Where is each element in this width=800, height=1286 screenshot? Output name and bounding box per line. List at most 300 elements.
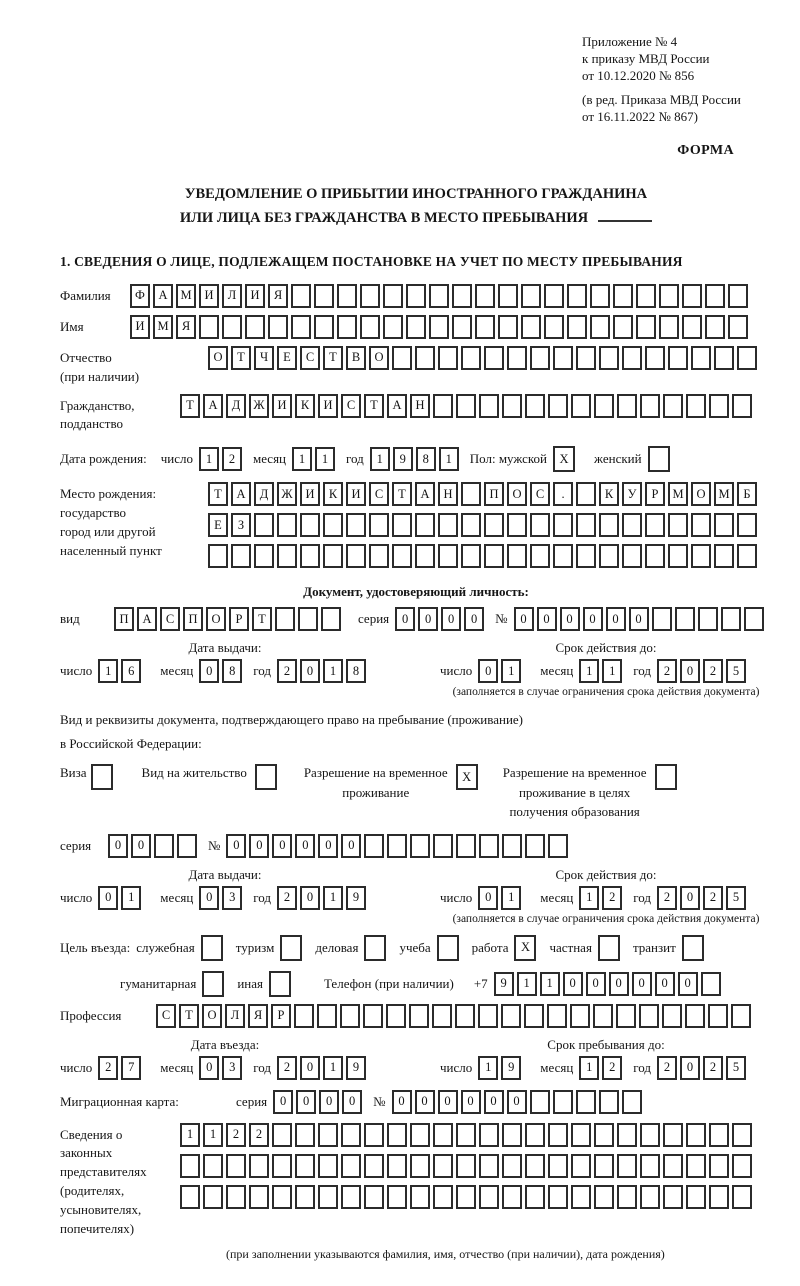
doc-valid-month-input[interactable] (579, 659, 625, 683)
cell[interactable]: 2 (703, 886, 723, 910)
cell[interactable]: 0 (300, 1056, 320, 1080)
cell[interactable] (340, 1004, 360, 1028)
doc-issue-year-input[interactable] (277, 659, 369, 683)
cell[interactable] (478, 1004, 498, 1028)
cell[interactable] (479, 834, 499, 858)
cell[interactable]: 2 (703, 1056, 723, 1080)
citizenship-input[interactable] (180, 394, 755, 418)
cell[interactable]: З (231, 513, 251, 537)
cell[interactable] (655, 764, 677, 790)
cell[interactable] (249, 1154, 269, 1178)
cell[interactable] (616, 1004, 636, 1028)
cell[interactable] (640, 394, 660, 418)
cell[interactable]: 0 (108, 834, 128, 858)
cell[interactable] (479, 394, 499, 418)
cell[interactable] (571, 1154, 591, 1178)
doc-valid-day-input[interactable] (478, 659, 524, 683)
cell[interactable] (639, 1004, 659, 1028)
cell[interactable] (410, 1154, 430, 1178)
purpose-private-checkbox[interactable] (598, 935, 623, 961)
cell[interactable] (525, 834, 545, 858)
cell[interactable] (415, 346, 435, 370)
cell[interactable] (599, 544, 619, 568)
cell[interactable]: М (668, 482, 688, 506)
cell[interactable]: А (203, 394, 223, 418)
cell[interactable]: 9 (494, 972, 514, 996)
cell[interactable] (737, 513, 757, 537)
cell[interactable] (272, 1154, 292, 1178)
doc-issue-day-input[interactable] (98, 659, 144, 683)
cell[interactable]: 0 (464, 607, 484, 631)
cell[interactable] (576, 346, 596, 370)
cell[interactable]: 1 (121, 886, 141, 910)
cell[interactable] (645, 544, 665, 568)
cell[interactable] (323, 513, 343, 537)
cell[interactable] (571, 394, 591, 418)
cell[interactable] (613, 284, 633, 308)
cell[interactable] (433, 1123, 453, 1147)
cell[interactable]: О (206, 607, 226, 631)
cell[interactable]: А (415, 482, 435, 506)
cell[interactable]: Т (180, 394, 200, 418)
cell[interactable] (663, 394, 683, 418)
cell[interactable]: Е (277, 346, 297, 370)
cell[interactable]: 1 (579, 659, 599, 683)
cell[interactable] (300, 544, 320, 568)
cell[interactable]: 2 (249, 1123, 269, 1147)
cell[interactable] (594, 1123, 614, 1147)
cell[interactable]: X (514, 935, 536, 961)
cell[interactable]: 5 (726, 1056, 746, 1080)
cell[interactable] (686, 1185, 706, 1209)
cell[interactable] (708, 1004, 728, 1028)
cell[interactable] (662, 1004, 682, 1028)
surname-input[interactable] (130, 284, 751, 308)
cell[interactable] (709, 1154, 729, 1178)
cell[interactable] (567, 315, 587, 339)
cell[interactable] (507, 346, 527, 370)
cell[interactable] (686, 394, 706, 418)
purpose-work-checkbox[interactable] (514, 935, 539, 961)
cell[interactable]: С (160, 607, 180, 631)
cell[interactable] (663, 1154, 683, 1178)
cell[interactable] (323, 544, 343, 568)
cell[interactable] (154, 834, 174, 858)
cell[interactable] (255, 764, 277, 790)
cell[interactable]: 0 (560, 607, 580, 631)
cell[interactable]: Р (645, 482, 665, 506)
cell[interactable] (617, 1123, 637, 1147)
cell[interactable] (456, 1185, 476, 1209)
cell[interactable] (300, 513, 320, 537)
cell[interactable] (732, 394, 752, 418)
cell[interactable]: 1 (501, 659, 521, 683)
cell[interactable] (461, 346, 481, 370)
cell[interactable] (360, 315, 380, 339)
doc-valid-year-input[interactable] (657, 659, 749, 683)
cell[interactable] (525, 1123, 545, 1147)
permit-issue-month-input[interactable] (199, 886, 245, 910)
cell[interactable] (386, 1004, 406, 1028)
cell[interactable]: Ж (277, 482, 297, 506)
cell[interactable] (691, 346, 711, 370)
cell[interactable]: К (323, 482, 343, 506)
cell[interactable] (576, 544, 596, 568)
cell[interactable] (530, 346, 550, 370)
cell[interactable] (530, 544, 550, 568)
cell[interactable] (346, 544, 366, 568)
cell[interactable]: С (300, 346, 320, 370)
purpose-tourism-checkbox[interactable] (280, 935, 305, 961)
cell[interactable] (438, 513, 458, 537)
doc-series-input[interactable] (395, 607, 487, 631)
cell[interactable] (456, 834, 476, 858)
cell[interactable] (295, 1154, 315, 1178)
cell[interactable] (636, 315, 656, 339)
cell[interactable]: Я (268, 284, 288, 308)
cell[interactable] (737, 346, 757, 370)
cell[interactable] (714, 544, 734, 568)
cell[interactable] (369, 544, 389, 568)
cell[interactable] (502, 394, 522, 418)
profession-input[interactable] (156, 1004, 754, 1028)
cell[interactable]: 0 (507, 1090, 527, 1114)
birth-month-input[interactable] (292, 447, 338, 471)
cell[interactable]: 5 (726, 886, 746, 910)
cell[interactable]: 1 (323, 886, 343, 910)
cell[interactable]: 0 (319, 1090, 339, 1114)
doc-issue-month-input[interactable] (199, 659, 245, 683)
cell[interactable] (622, 1090, 642, 1114)
cell[interactable]: 1 (579, 886, 599, 910)
cell[interactable] (437, 935, 459, 961)
cell[interactable] (714, 513, 734, 537)
cell[interactable] (594, 1154, 614, 1178)
cell[interactable]: 0 (300, 659, 320, 683)
cell[interactable] (364, 935, 386, 961)
cell[interactable] (507, 544, 527, 568)
residence-permit-checkbox[interactable] (255, 764, 280, 790)
cell[interactable]: 0 (342, 1090, 362, 1114)
cell[interactable]: 1 (292, 447, 312, 471)
cell[interactable] (433, 834, 453, 858)
cell[interactable] (387, 834, 407, 858)
cell[interactable] (203, 1185, 223, 1209)
cell[interactable]: 2 (602, 886, 622, 910)
cell[interactable]: К (295, 394, 315, 418)
temp-residence-edu-checkbox[interactable] (655, 764, 680, 790)
cell[interactable]: 2 (602, 1056, 622, 1080)
cell[interactable]: 0 (392, 1090, 412, 1114)
cell[interactable]: Т (208, 482, 228, 506)
cell[interactable] (640, 1154, 660, 1178)
cell[interactable]: 0 (680, 886, 700, 910)
cell[interactable] (731, 1004, 751, 1028)
cell[interactable] (268, 315, 288, 339)
entry-year-input[interactable] (277, 1056, 369, 1080)
cell[interactable] (203, 1154, 223, 1178)
cell[interactable]: 1 (501, 886, 521, 910)
cell[interactable]: Д (254, 482, 274, 506)
cell[interactable]: 1 (579, 1056, 599, 1080)
cell[interactable]: О (369, 346, 389, 370)
cell[interactable] (383, 284, 403, 308)
cell[interactable] (321, 607, 341, 631)
cell[interactable]: С (530, 482, 550, 506)
migcard-number-input[interactable] (392, 1090, 645, 1114)
cell[interactable]: О (507, 482, 527, 506)
cell[interactable] (337, 284, 357, 308)
cell[interactable]: 0 (632, 972, 652, 996)
cell[interactable]: С (156, 1004, 176, 1028)
cell[interactable]: 1 (439, 447, 459, 471)
cell[interactable]: У (622, 482, 642, 506)
cell[interactable] (721, 607, 741, 631)
cell[interactable]: П (114, 607, 134, 631)
permit-issue-day-input[interactable] (98, 886, 144, 910)
stay-year-input[interactable] (657, 1056, 749, 1080)
cell[interactable] (277, 513, 297, 537)
cell[interactable]: 1 (602, 659, 622, 683)
cell[interactable] (364, 1185, 384, 1209)
cell[interactable]: 9 (393, 447, 413, 471)
cell[interactable]: Т (252, 607, 272, 631)
cell[interactable]: 2 (657, 1056, 677, 1080)
cell[interactable]: 7 (121, 1056, 141, 1080)
phone-input[interactable] (494, 972, 724, 996)
cell[interactable] (548, 1185, 568, 1209)
cell[interactable] (728, 315, 748, 339)
cell[interactable] (180, 1185, 200, 1209)
cell[interactable]: Т (323, 346, 343, 370)
cell[interactable] (341, 1154, 361, 1178)
cell[interactable] (544, 284, 564, 308)
cell[interactable]: 3 (222, 886, 242, 910)
cell[interactable] (617, 394, 637, 418)
cell[interactable] (456, 1154, 476, 1178)
cell[interactable]: 2 (277, 659, 297, 683)
cell[interactable] (530, 1090, 550, 1114)
entry-day-input[interactable] (98, 1056, 144, 1080)
cell[interactable] (479, 1123, 499, 1147)
cell[interactable] (686, 1154, 706, 1178)
cell[interactable] (502, 1154, 522, 1178)
cell[interactable] (415, 513, 435, 537)
cell[interactable] (530, 513, 550, 537)
cell[interactable] (659, 284, 679, 308)
cell[interactable]: И (346, 482, 366, 506)
cell[interactable] (570, 1004, 590, 1028)
cell[interactable] (668, 544, 688, 568)
cell[interactable] (668, 346, 688, 370)
cell[interactable]: 1 (315, 447, 335, 471)
cell[interactable] (498, 284, 518, 308)
cell[interactable]: X (553, 446, 575, 472)
cell[interactable]: 0 (226, 834, 246, 858)
cell[interactable]: Ж (249, 394, 269, 418)
cell[interactable] (452, 315, 472, 339)
cell[interactable]: И (300, 482, 320, 506)
birthplace-row2-input[interactable] (208, 513, 760, 537)
permit-series-input[interactable] (108, 834, 200, 858)
cell[interactable] (645, 513, 665, 537)
cell[interactable]: 0 (341, 834, 361, 858)
cell[interactable] (479, 1185, 499, 1209)
birthplace-row3-input[interactable] (208, 544, 760, 568)
cell[interactable] (590, 315, 610, 339)
cell[interactable] (314, 284, 334, 308)
cell[interactable]: 1 (323, 659, 343, 683)
cell[interactable]: 1 (540, 972, 560, 996)
cell[interactable] (484, 513, 504, 537)
cell[interactable] (636, 284, 656, 308)
cell[interactable] (249, 1185, 269, 1209)
cell[interactable] (277, 544, 297, 568)
cell[interactable] (280, 935, 302, 961)
cell[interactable] (461, 544, 481, 568)
cell[interactable] (617, 1185, 637, 1209)
cell[interactable] (744, 607, 764, 631)
cell[interactable] (524, 1004, 544, 1028)
cell[interactable]: 0 (678, 972, 698, 996)
cell[interactable]: 1 (203, 1123, 223, 1147)
representatives-row2-input[interactable] (180, 1154, 755, 1178)
cell[interactable] (652, 607, 672, 631)
cell[interactable] (498, 315, 518, 339)
cell[interactable] (387, 1185, 407, 1209)
cell[interactable]: 0 (98, 886, 118, 910)
representatives-row1-input[interactable] (180, 1123, 755, 1147)
cell[interactable]: 2 (226, 1123, 246, 1147)
cell[interactable]: Т (364, 394, 384, 418)
cell[interactable]: 0 (131, 834, 151, 858)
cell[interactable] (461, 482, 481, 506)
cell[interactable] (410, 834, 430, 858)
cell[interactable]: 1 (199, 447, 219, 471)
cell[interactable] (346, 513, 366, 537)
cell[interactable]: 0 (478, 886, 498, 910)
cell[interactable] (318, 1123, 338, 1147)
cell[interactable]: 0 (609, 972, 629, 996)
birth-year-input[interactable] (370, 447, 462, 471)
cell[interactable]: 9 (501, 1056, 521, 1080)
cell[interactable] (201, 935, 223, 961)
cell[interactable] (295, 1123, 315, 1147)
cell[interactable] (272, 1123, 292, 1147)
cell[interactable] (705, 284, 725, 308)
permit-valid-year-input[interactable] (657, 886, 749, 910)
cell[interactable] (294, 1004, 314, 1028)
cell[interactable]: 0 (478, 659, 498, 683)
cell[interactable] (668, 513, 688, 537)
cell[interactable]: 8 (416, 447, 436, 471)
cell[interactable] (590, 284, 610, 308)
cell[interactable] (406, 284, 426, 308)
cell[interactable] (254, 544, 274, 568)
cell[interactable] (415, 544, 435, 568)
cell[interactable] (91, 764, 113, 790)
male-checkbox[interactable] (553, 446, 578, 472)
cell[interactable] (521, 315, 541, 339)
cell[interactable]: 0 (680, 1056, 700, 1080)
cell[interactable]: 1 (323, 1056, 343, 1080)
cell[interactable] (701, 972, 721, 996)
cell[interactable] (245, 315, 265, 339)
cell[interactable]: М (176, 284, 196, 308)
cell[interactable]: 0 (199, 1056, 219, 1080)
cell[interactable] (682, 935, 704, 961)
migcard-series-input[interactable] (273, 1090, 365, 1114)
cell[interactable] (291, 284, 311, 308)
cell[interactable] (691, 544, 711, 568)
cell[interactable]: 0 (272, 834, 292, 858)
cell[interactable]: 2 (277, 886, 297, 910)
cell[interactable] (732, 1154, 752, 1178)
cell[interactable]: 0 (395, 607, 415, 631)
purpose-transit-checkbox[interactable] (682, 935, 707, 961)
cell[interactable] (598, 935, 620, 961)
stay-month-input[interactable] (579, 1056, 625, 1080)
cell[interactable] (433, 394, 453, 418)
purpose-official-checkbox[interactable] (201, 935, 226, 961)
cell[interactable] (383, 315, 403, 339)
permit-valid-month-input[interactable] (579, 886, 625, 910)
cell[interactable] (571, 1185, 591, 1209)
cell[interactable]: Е (208, 513, 228, 537)
cell[interactable] (622, 544, 642, 568)
cell[interactable]: 8 (346, 659, 366, 683)
cell[interactable] (732, 1123, 752, 1147)
cell[interactable]: 0 (418, 607, 438, 631)
cell[interactable]: О (202, 1004, 222, 1028)
cell[interactable]: . (553, 482, 573, 506)
cell[interactable] (576, 1090, 596, 1114)
cell[interactable] (337, 315, 357, 339)
cell[interactable] (525, 1154, 545, 1178)
cell[interactable]: 0 (441, 607, 461, 631)
cell[interactable]: К (599, 482, 619, 506)
cell[interactable]: Л (225, 1004, 245, 1028)
cell[interactable] (314, 315, 334, 339)
cell[interactable] (548, 394, 568, 418)
cell[interactable] (484, 346, 504, 370)
cell[interactable] (298, 607, 318, 631)
cell[interactable]: 5 (726, 659, 746, 683)
cell[interactable] (682, 315, 702, 339)
cell[interactable] (318, 1185, 338, 1209)
cell[interactable] (438, 346, 458, 370)
cell[interactable] (410, 1123, 430, 1147)
cell[interactable] (553, 1090, 573, 1114)
cell[interactable] (691, 513, 711, 537)
cell[interactable] (360, 284, 380, 308)
cell[interactable] (502, 834, 522, 858)
cell[interactable]: 0 (273, 1090, 293, 1114)
cell[interactable] (732, 1185, 752, 1209)
temp-residence-checkbox[interactable] (456, 764, 481, 790)
cell[interactable] (392, 513, 412, 537)
purpose-other-checkbox[interactable] (269, 971, 294, 997)
cell[interactable]: Т (179, 1004, 199, 1028)
cell[interactable]: 1 (478, 1056, 498, 1080)
cell[interactable]: А (137, 607, 157, 631)
purpose-business-checkbox[interactable] (364, 935, 389, 961)
cell[interactable]: 0 (655, 972, 675, 996)
cell[interactable]: С (341, 394, 361, 418)
cell[interactable] (452, 284, 472, 308)
cell[interactable]: 0 (295, 834, 315, 858)
cell[interactable]: Б (737, 482, 757, 506)
